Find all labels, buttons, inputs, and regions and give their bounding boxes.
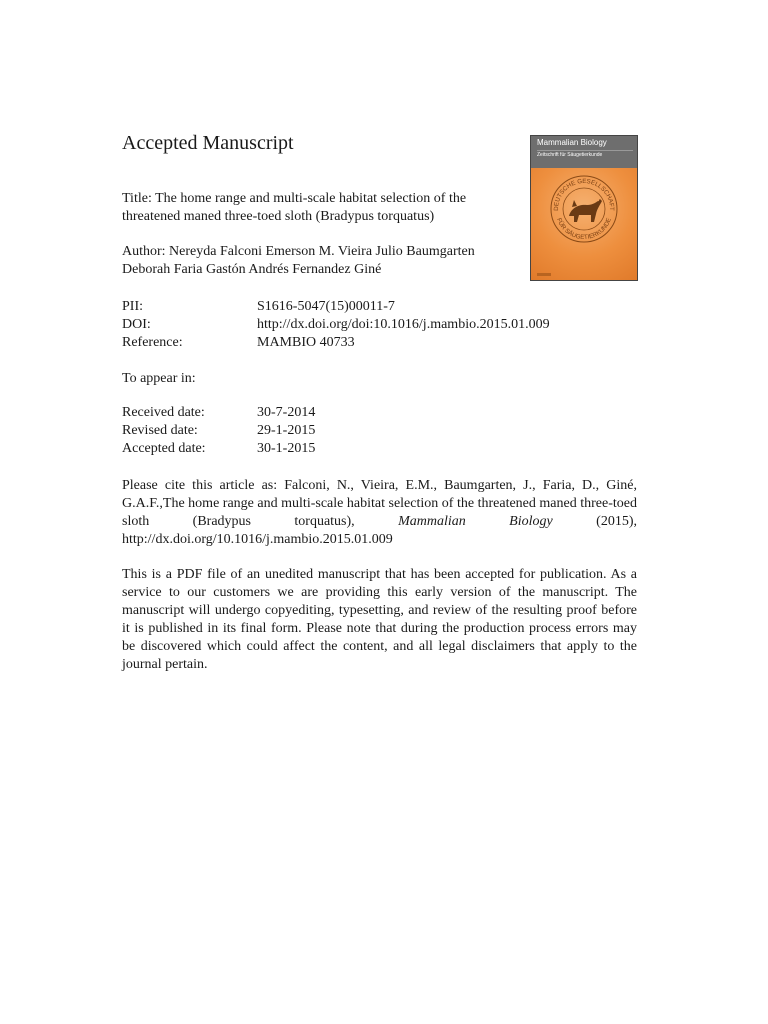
cover-publisher-mark xyxy=(537,273,551,276)
identifier-label: PII: xyxy=(122,299,143,314)
page-heading: Accepted Manuscript xyxy=(122,132,294,154)
cover-header xyxy=(531,136,637,168)
article-title: Title: The home range and multi-scale habitat selection of the threatened maned three-toed sloth (Bradypus torquatus) xyxy=(122,191,467,224)
date-value: 30-1-2015 xyxy=(257,441,316,456)
citation-link[interactable]: (2015), http://dx.doi.org/10.1016/j.mambio.2015.01.009 xyxy=(122,514,637,547)
identifier-label: Reference: xyxy=(122,335,183,350)
society-seal-logo xyxy=(549,174,619,244)
identifier-row xyxy=(122,334,550,352)
cover-subtitle: Zeitschrift für Säugetierkunde xyxy=(537,150,633,159)
identifier-row xyxy=(122,316,550,334)
date-row xyxy=(122,404,315,422)
citation-journal: Mammalian Biology xyxy=(398,514,553,529)
citation-paragraph xyxy=(122,477,637,549)
to-appear-label: To appear in: xyxy=(122,371,196,386)
seal-text-top: DEUTSCHE GESELLSCHAFT xyxy=(552,177,616,211)
cover-journal-title: Mammalian Biology xyxy=(537,138,607,147)
identifier-label: DOI: xyxy=(122,317,151,332)
date-row xyxy=(122,422,315,440)
dates-table xyxy=(122,404,315,458)
date-label: Revised date: xyxy=(122,423,198,438)
date-value: 30-7-2014 xyxy=(257,405,316,420)
author-list: Author: Nereyda Falconi Emerson M. Vieira Julio Baumgarten Deborah Faria Gastón Andrés Fernandez Giné xyxy=(122,244,475,277)
date-label: Accepted date: xyxy=(122,441,206,456)
identifier-row xyxy=(122,298,550,316)
journal-cover-image xyxy=(530,135,638,281)
animal-emblem xyxy=(569,199,602,222)
cover-artwork xyxy=(531,168,637,280)
identifiers-table xyxy=(122,298,550,352)
identifier-value: S1616-5047(15)00011-7 xyxy=(257,299,395,314)
seal-text-bottom: FÜR SÄUGETIERKUNDE xyxy=(555,217,613,242)
date-value: 29-1-2015 xyxy=(257,423,316,438)
date-label: Received date: xyxy=(122,405,205,420)
notice-paragraph: This is a PDF file of an unedited manuscript that has been accepted for publication. As a service to our customers we are providing this early version of the manuscript. The manuscript will undergo copyediting, typesetting, and review of the resulting proof before it is published in its final form. Please note that during the production process errors may be discovered which could affect the content, and all legal disclaimers that apply to the journal pertain. xyxy=(122,567,637,672)
doi-link[interactable]: http://dx.doi.org/doi:10.1016/j.mambio.2015.01.009 xyxy=(257,317,550,332)
citation-text: Please cite this article as: Falconi, N., Vieira, E.M., Baumgarten, J., Faria, D., Giné, G.A.F.,The home range and multi-scale habitat selection of the threatened maned three-toed sloth (Bradypus torquatus), xyxy=(122,478,637,529)
date-row xyxy=(122,440,315,458)
identifier-value: MAMBIO 40733 xyxy=(257,335,355,350)
